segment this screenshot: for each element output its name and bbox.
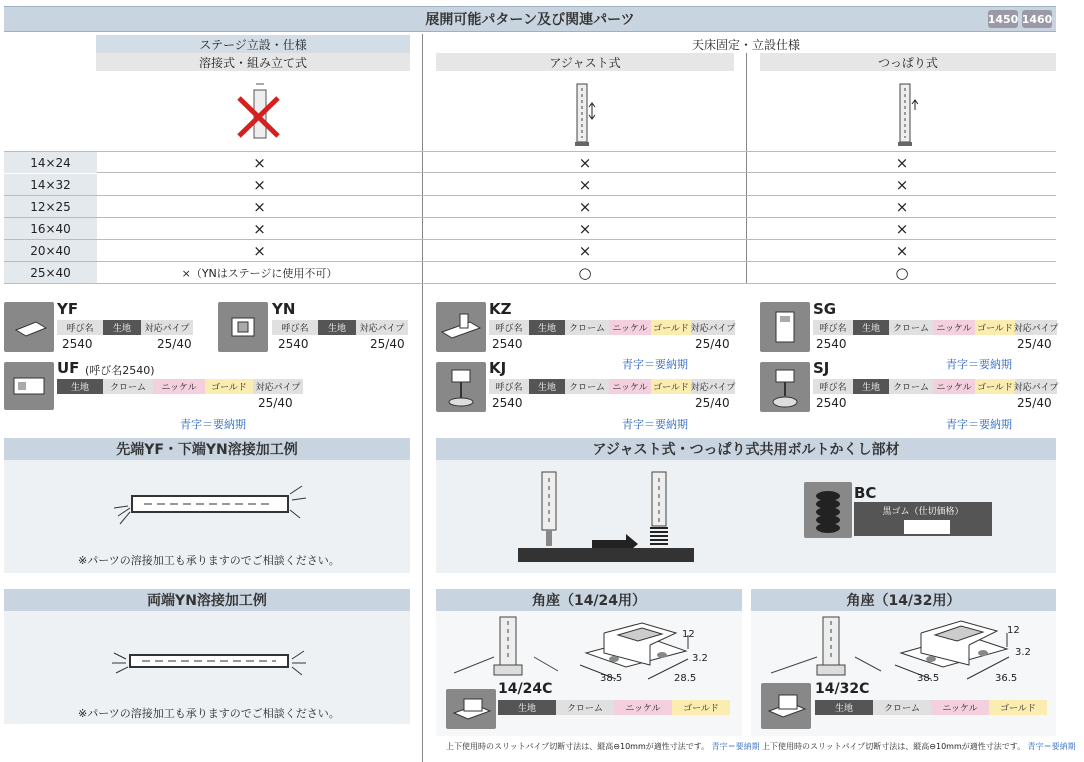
c32-h-kiji: 生地	[815, 700, 873, 715]
yf-h-pipe: 対応パイプ	[141, 320, 193, 335]
tsuppari-cell: ×	[895, 241, 909, 260]
sg-h-pipe: 対応パイプ	[1015, 320, 1057, 335]
c24-h-chrome: クローム	[556, 700, 614, 715]
sj-h-chrome: クローム	[889, 379, 933, 394]
c32-name: 14/32C	[815, 681, 870, 697]
c32-h-chrome: クローム	[873, 700, 931, 715]
bc-name: BC	[854, 484, 877, 502]
weld1-pipe-diagram	[104, 482, 314, 532]
row-label: 25×40	[4, 262, 97, 283]
sg-h-gold: ゴールド	[975, 320, 1015, 335]
table-row	[4, 218, 1056, 240]
tsuppari-cell: ×	[895, 219, 909, 238]
sg-h-nickel: ニッケル	[933, 320, 975, 335]
sj-value-pipe: 25/40	[1017, 396, 1052, 410]
adjust-cell: ×	[578, 197, 592, 216]
tsuppari-pole-icon	[893, 80, 923, 150]
yf-h-yobina: 呼び名	[57, 320, 103, 335]
kz-h-chrome: クローム	[565, 320, 609, 335]
uf-h-pipe: 対応パイプ	[253, 379, 303, 394]
sg-h-kiji: 生地	[853, 320, 889, 335]
kaku24-panel	[436, 611, 742, 736]
kj-value-pipe: 25/40	[695, 396, 730, 410]
yf-part-image	[4, 302, 54, 352]
stage-cell: ×（YNはステージに使用不可）	[181, 266, 338, 280]
yf-value-name: 2540	[62, 337, 93, 351]
yn-h-pipe: 対応パイプ	[356, 320, 408, 335]
kaku32-dim-b: 36.5	[995, 673, 1018, 684]
uf-h-chrome: クローム	[103, 379, 153, 394]
table-row	[4, 151, 1056, 173]
table-row	[4, 174, 1056, 196]
yn-value-pipe: 25/40	[370, 337, 405, 351]
bc-value-box	[904, 520, 950, 534]
bolt-panel	[436, 460, 1056, 573]
stage-cell: ×	[253, 241, 266, 260]
sj-value-name: 2540	[816, 396, 847, 410]
sg-value-pipe: 25/40	[1017, 337, 1052, 351]
adjust-pole-icon	[570, 80, 600, 150]
page-badge-1460: 1460	[1022, 10, 1052, 28]
kj-name: KJ	[489, 359, 507, 377]
sg-h-yobina: 呼び名	[813, 320, 853, 335]
stage-caption: ステージ立設・仕様	[96, 35, 410, 53]
adjust-caption: アジャスト式	[436, 53, 734, 71]
bolt-section-title: アジャスト式・つっぱり式共用ボルトかくし部材	[436, 438, 1056, 460]
adjust-cell: ×	[578, 219, 592, 238]
tsuppari-cell: ×	[895, 175, 909, 194]
yn-value-name: 2540	[278, 337, 309, 351]
yn-h-kiji: 生地	[318, 320, 356, 335]
table-row	[4, 240, 1056, 262]
kj-h-nickel: ニッケル	[609, 379, 651, 394]
kaku32-panel	[751, 611, 1056, 736]
row-label: 16×40	[4, 218, 97, 239]
ceiling-caption: 天床固定・立設仕様	[691, 37, 800, 52]
kz-blue-note: 青字＝要納期	[622, 358, 688, 371]
uf-h-kiji: 生地	[57, 379, 103, 394]
kj-header	[489, 379, 735, 394]
kz-h-nickel: ニッケル	[609, 320, 651, 335]
c24-header	[498, 700, 730, 715]
uf-h-nickel: ニッケル	[153, 379, 205, 394]
table-row	[4, 262, 1056, 284]
bolt-diagram	[516, 468, 696, 573]
sg-h-chrome: クローム	[889, 320, 933, 335]
sg-part-image	[760, 302, 810, 352]
sg-name: SG	[813, 300, 837, 318]
sg-blue-note: 青字＝要納期	[946, 358, 1012, 371]
c32-header	[815, 700, 1047, 715]
stage-no-image	[234, 80, 284, 140]
kj-h-yobina: 呼び名	[489, 379, 529, 394]
tsuppari-cell: ×	[895, 153, 909, 172]
uf-part-image	[4, 362, 54, 410]
stage-sub-caption: 溶接式・組み立て式	[96, 53, 410, 71]
c24-part-image	[446, 689, 496, 729]
kaku32-footnote: 上下使用時のスリットパイプ切断寸法は、縦高⊖10mmが適性寸法です。 青字＝要納期	[762, 742, 1076, 751]
c24-h-nickel: ニッケル	[614, 700, 672, 715]
sj-h-yobina: 呼び名	[813, 379, 853, 394]
kaku24-dim-b: 28.5	[674, 673, 697, 684]
tsuppari-cell: ○	[895, 263, 909, 282]
sj-h-kiji: 生地	[853, 379, 889, 394]
adjust-cell: ○	[578, 263, 592, 282]
weld2-title: 両端YN溶接加工例	[4, 589, 410, 611]
yf-value-pipe: 25/40	[157, 337, 192, 351]
kaku24-dim-height: 12	[682, 629, 695, 640]
weld2-pipe-diagram	[104, 639, 314, 689]
kj-h-gold: ゴールド	[651, 379, 691, 394]
adjust-cell: ×	[578, 241, 592, 260]
weld1-panel	[4, 460, 410, 573]
kaku32-dim-a: 38.5	[917, 673, 940, 684]
uf-header	[57, 379, 303, 394]
kz-header	[489, 320, 735, 335]
c24-name: 14/24C	[498, 681, 553, 697]
uf-name: UF	[57, 359, 80, 377]
kz-name: KZ	[489, 300, 512, 318]
sj-name: SJ	[813, 359, 830, 377]
weld1-title: 先端YF・下端YN溶接加工例	[4, 438, 410, 460]
stage-cell: ×	[253, 175, 266, 194]
kj-blue-note: 青字＝要納期	[622, 418, 688, 431]
table-row	[4, 196, 1056, 218]
uf-h-gold: ゴールド	[205, 379, 253, 394]
center-divider	[422, 34, 423, 762]
kj-h-chrome: クローム	[565, 379, 609, 394]
kaku32-dim-thickness: 3.2	[1015, 647, 1031, 658]
kj-h-kiji: 生地	[529, 379, 565, 394]
kaku24-dim-a: 38.5	[600, 673, 623, 684]
sj-h-gold: ゴールド	[975, 379, 1015, 394]
weld2-panel	[4, 611, 410, 724]
adjust-cell: ×	[578, 153, 592, 172]
sj-part-image	[760, 362, 810, 412]
stage-cell: ×	[253, 197, 266, 216]
kj-part-image	[436, 362, 486, 412]
kaku24-dim-thickness: 3.2	[692, 653, 708, 664]
kaku32-pole-diagram	[757, 613, 887, 683]
stage-cell: ×	[253, 219, 266, 238]
kz-value-pipe: 25/40	[695, 337, 730, 351]
kj-value-name: 2540	[492, 396, 523, 410]
yn-part-image	[218, 302, 268, 352]
kaku24-title: 角座（14/24用）	[436, 589, 742, 611]
c32-part-image	[761, 683, 811, 729]
sj-blue-note: 青字＝要納期	[946, 418, 1012, 431]
yn-header	[272, 320, 408, 335]
kaku24-pole-diagram	[442, 613, 572, 683]
kaku24-footnote: 上下使用時のスリットパイプ切断寸法は、縦高⊖10mmが適性寸法です。 青字＝要納期	[446, 742, 760, 751]
kz-h-pipe: 対応パイプ	[691, 320, 735, 335]
yf-h-kiji: 生地	[103, 320, 141, 335]
sg-header	[813, 320, 1057, 335]
bc-header: 黒ゴム（仕切価格）	[854, 502, 992, 518]
sj-header	[813, 379, 1057, 394]
bc-part-image	[804, 482, 852, 538]
weld2-note: ※パーツの溶接加工も承りますのでご相談ください。	[78, 707, 340, 720]
yn-h-yobina: 呼び名	[272, 320, 318, 335]
sg-value-name: 2540	[816, 337, 847, 351]
page-title: 展開可能パターン及び関連パーツ	[4, 6, 1056, 32]
kz-value-name: 2540	[492, 337, 523, 351]
yf-header	[57, 320, 193, 335]
sj-h-pipe: 対応パイプ	[1015, 379, 1057, 394]
uf-blue-note: 青字＝要納期	[180, 418, 246, 431]
adjust-cell: ×	[578, 175, 592, 194]
yf-name: YF	[57, 300, 79, 318]
stage-cell: ×	[253, 153, 266, 172]
bc-value-row	[854, 518, 992, 536]
row-label: 14×32	[4, 174, 97, 195]
kz-h-kiji: 生地	[529, 320, 565, 335]
row-label: 12×25	[4, 196, 97, 217]
c24-h-kiji: 生地	[498, 700, 556, 715]
row-label: 20×40	[4, 240, 97, 261]
tsuppari-cell: ×	[895, 197, 909, 216]
kz-h-gold: ゴールド	[651, 320, 691, 335]
c24-h-gold: ゴールド	[672, 700, 730, 715]
kaku32-title: 角座（14/32用）	[751, 589, 1056, 611]
uf-sub: (呼び名2540)	[85, 364, 155, 377]
page-badge-1450: 1450	[988, 10, 1018, 28]
uf-value-pipe: 25/40	[258, 396, 293, 410]
tsuppari-caption: つっぱり式	[760, 53, 1056, 71]
kaku32-dim-height: 12	[1007, 625, 1020, 636]
sj-h-nickel: ニッケル	[933, 379, 975, 394]
kj-h-pipe: 対応パイプ	[691, 379, 735, 394]
c32-h-gold: ゴールド	[989, 700, 1047, 715]
c32-h-nickel: ニッケル	[931, 700, 989, 715]
row-label: 14×24	[4, 152, 97, 173]
weld1-note: ※パーツの溶接加工も承りますのでご相談ください。	[78, 554, 340, 567]
yn-name: YN	[272, 300, 296, 318]
kz-part-image	[436, 302, 486, 352]
kz-h-yobina: 呼び名	[489, 320, 529, 335]
